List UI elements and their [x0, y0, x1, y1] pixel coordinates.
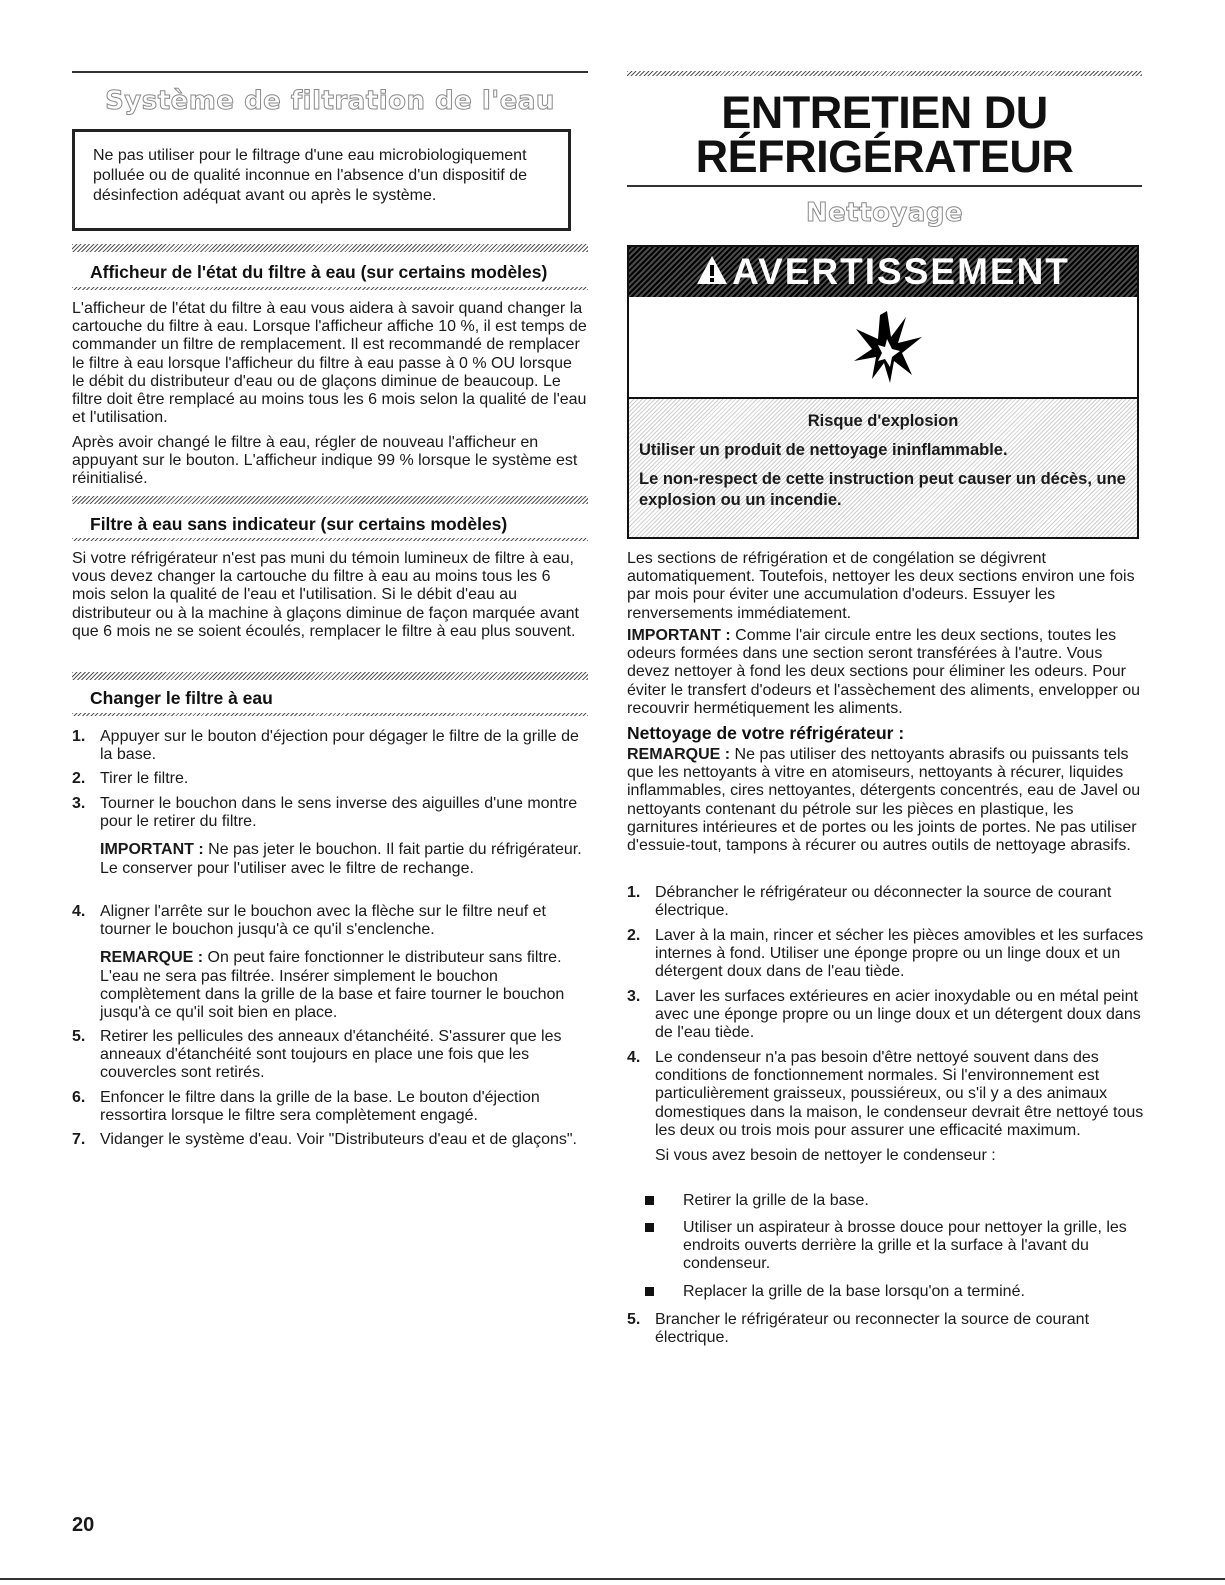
- bullet-icon: [645, 1223, 654, 1232]
- section-title-cleaning: Nettoyage: [805, 198, 964, 228]
- list-item: 4. Le condenseur n'a pas besoin d'être nettoyé souvent dans des conditions de fonctionnement normales. Si l'environnement est particulièrement graisseux, poussiéreux, ou s'il y a des animaux domestiques dans la maison, le condenseur devrait être nettoyé tous les deux ou trois mois pour assurer une efficacité maximum. Si vous avez besoin de nettoyer le condenseur :: [627, 1049, 1147, 1165]
- list-item: 3. Tourner le bouchon dans le sens inverse des aiguilles d'une montre pour le retirer du filtre. IMPORTANT : Ne pas jeter le bouchon. Il fait partie du réfrigérateur. Le conserver pour l'utiliser avec le filtre de rechange.: [72, 795, 592, 878]
- warning-panel: [627, 245, 1139, 539]
- top-hatch-rule: [627, 71, 1142, 76]
- subhead-change-filter: Changer le filtre à eau: [90, 688, 273, 708]
- list-item: 4. Aligner l'arrête sur le bouchon avec la flèche sur le filtre neuf et tourner le bouchon jusqu'à ce qu'il s'enclenche. REMARQUE : On peut faire fonctionner le distributeur sans filtre. L'eau ne sera pas filtrée. Insérer simplement le bouchon complètement dans la grille de la base et faire tourner le bouchon jusqu'à ce qu'il soit bien en place.: [72, 903, 592, 1022]
- paragraph: L'afficheur de l'état du filtre à eau vous aidera à savoir quand changer la cartouche du filtre à eau. Lorsque l'afficheur affiche 10 %, il est temps de commander un filtre de remplacement. Il est recommandé de remplacer le filtre à eau lorsque l'afficheur du filtre à eau passe à 0 % OU lorsque le débit du distributeur d'eau ou de glaçons diminue de beaucoup. Le filtre doit être remplacé au moins tous les 6 mois selon la qualité de l'eau et l'utilisation.: [72, 300, 587, 427]
- subhead-cleaning-fridge: Nettoyage de votre réfrigérateur :: [627, 723, 905, 743]
- bullet-item: Utiliser un aspirateur à brosse douce pour nettoyer la grille, les endroits ouverts derrière la grille et la surface à l'avant du condenseur.: [683, 1219, 1153, 1274]
- top-rule: [72, 71, 588, 73]
- paragraph: IMPORTANT : Comme l'air circule entre les deux sections, toutes les odeurs formées dans une section seront transférées à l'autre. Vous devez nettoyer à fond les deux sections pour éliminer les odeurs. Pour éviter le transfert d'odeurs et l'assèchement des aliments, envelopper ou recouvrir hermétiquement les aliments.: [627, 627, 1141, 717]
- list-item: 6. Enfoncer le filtre dans la grille de la base. Le bouton d'éjection ressortira lorsque le filtre sera complètement engagé.: [72, 1089, 540, 1125]
- title-rule: [627, 185, 1142, 187]
- warning-line: Utiliser un produit de nettoyage ininflammable.: [639, 441, 1008, 459]
- step-note: IMPORTANT : Ne pas jeter le bouchon. Il fait partie du réfrigérateur. Le conserver pour l'utiliser avec le filtre de rechange.: [100, 841, 582, 877]
- warning-line: Le non-respect de cette instruction peut causer un décès, une explosion ou un incendie.: [639, 470, 1126, 509]
- bullet-icon: [645, 1287, 654, 1296]
- list-item: 5. Brancher le réfrigérateur ou reconnecter la source de courant électrique.: [627, 1311, 1090, 1347]
- warning-risk-title: Risque d'explosion: [807, 412, 959, 430]
- paragraph: Si votre réfrigérateur n'est pas muni du témoin lumineux de filtre à eau, vous devez changer la cartouche du filtre à eau au moins tous les 6 mois selon la qualité de l'eau et l'utilisation. Si le débit d'eau au distributeur ou à la machine à glaçons diminue de façon marquée avant que 6 mois ne se soient écoulés, remplacer le filtre à eau plus souvent.: [72, 550, 579, 640]
- subhead-filter-status: Afficheur de l'état du filtre à eau (sur certains modèles): [90, 262, 548, 282]
- paragraph: REMARQUE : Ne pas utiliser des nettoyants abrasifs ou puissants tels que les nettoyants à vitre en atomiseurs, nettoyants à récurer, liquides inflammables, cires nettoyantes, détergents concentrés, eau de Javel ou nettoyants contenant du pétrole sur les pièces en plastique, les garnitures intérieures et de portes ou les joints de portes. Ne pas utiliser d'essuie-tout, tampons à récurer ou autres outils de nettoyage abrasifs.: [627, 746, 1141, 855]
- warning-header: AVERTISSEMENT: [629, 247, 1137, 297]
- list-item: 2. Laver à la main, rincer et sécher les pièces amovibles et les surfaces internes à fond. Utiliser une éponge propre ou un linge doux et un détergent doux dans de l'eau tiède.: [627, 927, 1144, 981]
- warning-symbol-area: [629, 297, 1137, 399]
- divider-hatch: [72, 496, 588, 504]
- chapter-title-line2: RÉFRIGÉRATEUR: [695, 131, 1074, 182]
- divider-hatch: [72, 713, 588, 716]
- warning-text-area: [629, 399, 1137, 537]
- section-title-filtration: Système de filtration de l'eau: [105, 86, 555, 116]
- list-item: 1. Appuyer sur le bouton d'éjection pour dégager le filtre de la grille de la base.: [72, 728, 579, 764]
- divider-hatch: [72, 287, 588, 290]
- list-item: 5. Retirer les pellicules des anneaux d'étanchéité. S'assurer que les anneaux d'étanchéité sont toujours en place une fois que les couvercles sont retirés.: [72, 1028, 562, 1082]
- list-item: 1. Débrancher le réfrigérateur ou déconnecter la source de courant électrique.: [627, 884, 1112, 920]
- paragraph: Les sections de réfrigération et de congélation se dégivrent automatiquement. Toutefois, nettoyer les deux sections environ une fois par mois pour éviter une accumulation d'odeurs. Essuyer les renversements immédiatement.: [627, 550, 1135, 622]
- divider-hatch: [72, 244, 588, 252]
- bottom-rule: [0, 1578, 1225, 1580]
- bullet-icon: [645, 1196, 654, 1205]
- filtration-warning-text: Ne pas utiliser pour le filtrage d'une eau microbiologiquement polluée ou de qualité inconnue en l'absence d'un dispositif de désinfection adéquat avant ou après le système.: [93, 147, 527, 204]
- explosion-icon: [850, 309, 924, 385]
- bullet-item: Replacer la grille de la base lorsqu'on a terminé.: [683, 1283, 1153, 1301]
- list-item: 2. Tirer le filtre.: [72, 770, 189, 787]
- divider-hatch: [72, 672, 588, 680]
- divider-hatch: [72, 538, 588, 541]
- page-number: 20: [72, 1514, 95, 1536]
- chapter-title-line1: ENTRETIEN DU: [721, 87, 1048, 138]
- list-item: 7. Vidanger le système d'eau. Voir "Distributeurs d'eau et de glaçons".: [72, 1131, 577, 1148]
- filtration-warning-box: [72, 129, 571, 231]
- step-note: Si vous avez besoin de nettoyer le condenseur :: [655, 1147, 996, 1165]
- step-note: REMARQUE : On peut faire fonctionner le distributeur sans filtre. L'eau ne sera pas filtrée. Insérer simplement le bouchon complètement dans la grille de la base et faire tourner le bouchon jusqu'à ce qu'il soit bien en place.: [100, 949, 565, 1022]
- list-item: 3. Laver les surfaces extérieures en acier inoxydable ou en métal peint avec une éponge propre ou un linge doux et un détergent doux dans de l'eau tiède.: [627, 988, 1141, 1042]
- paragraph: Après avoir changé le filtre à eau, régler de nouveau l'afficheur en appuyant sur le bouton. L'afficheur indique 99 % lorsque le système est réinitialisé.: [72, 434, 578, 488]
- warning-triangle-icon: [696, 254, 728, 286]
- subhead-filter-no-indicator: Filtre à eau sans indicateur (sur certains modèles): [90, 514, 508, 534]
- bullet-item: Retirer la grille de la base.: [683, 1192, 1153, 1210]
